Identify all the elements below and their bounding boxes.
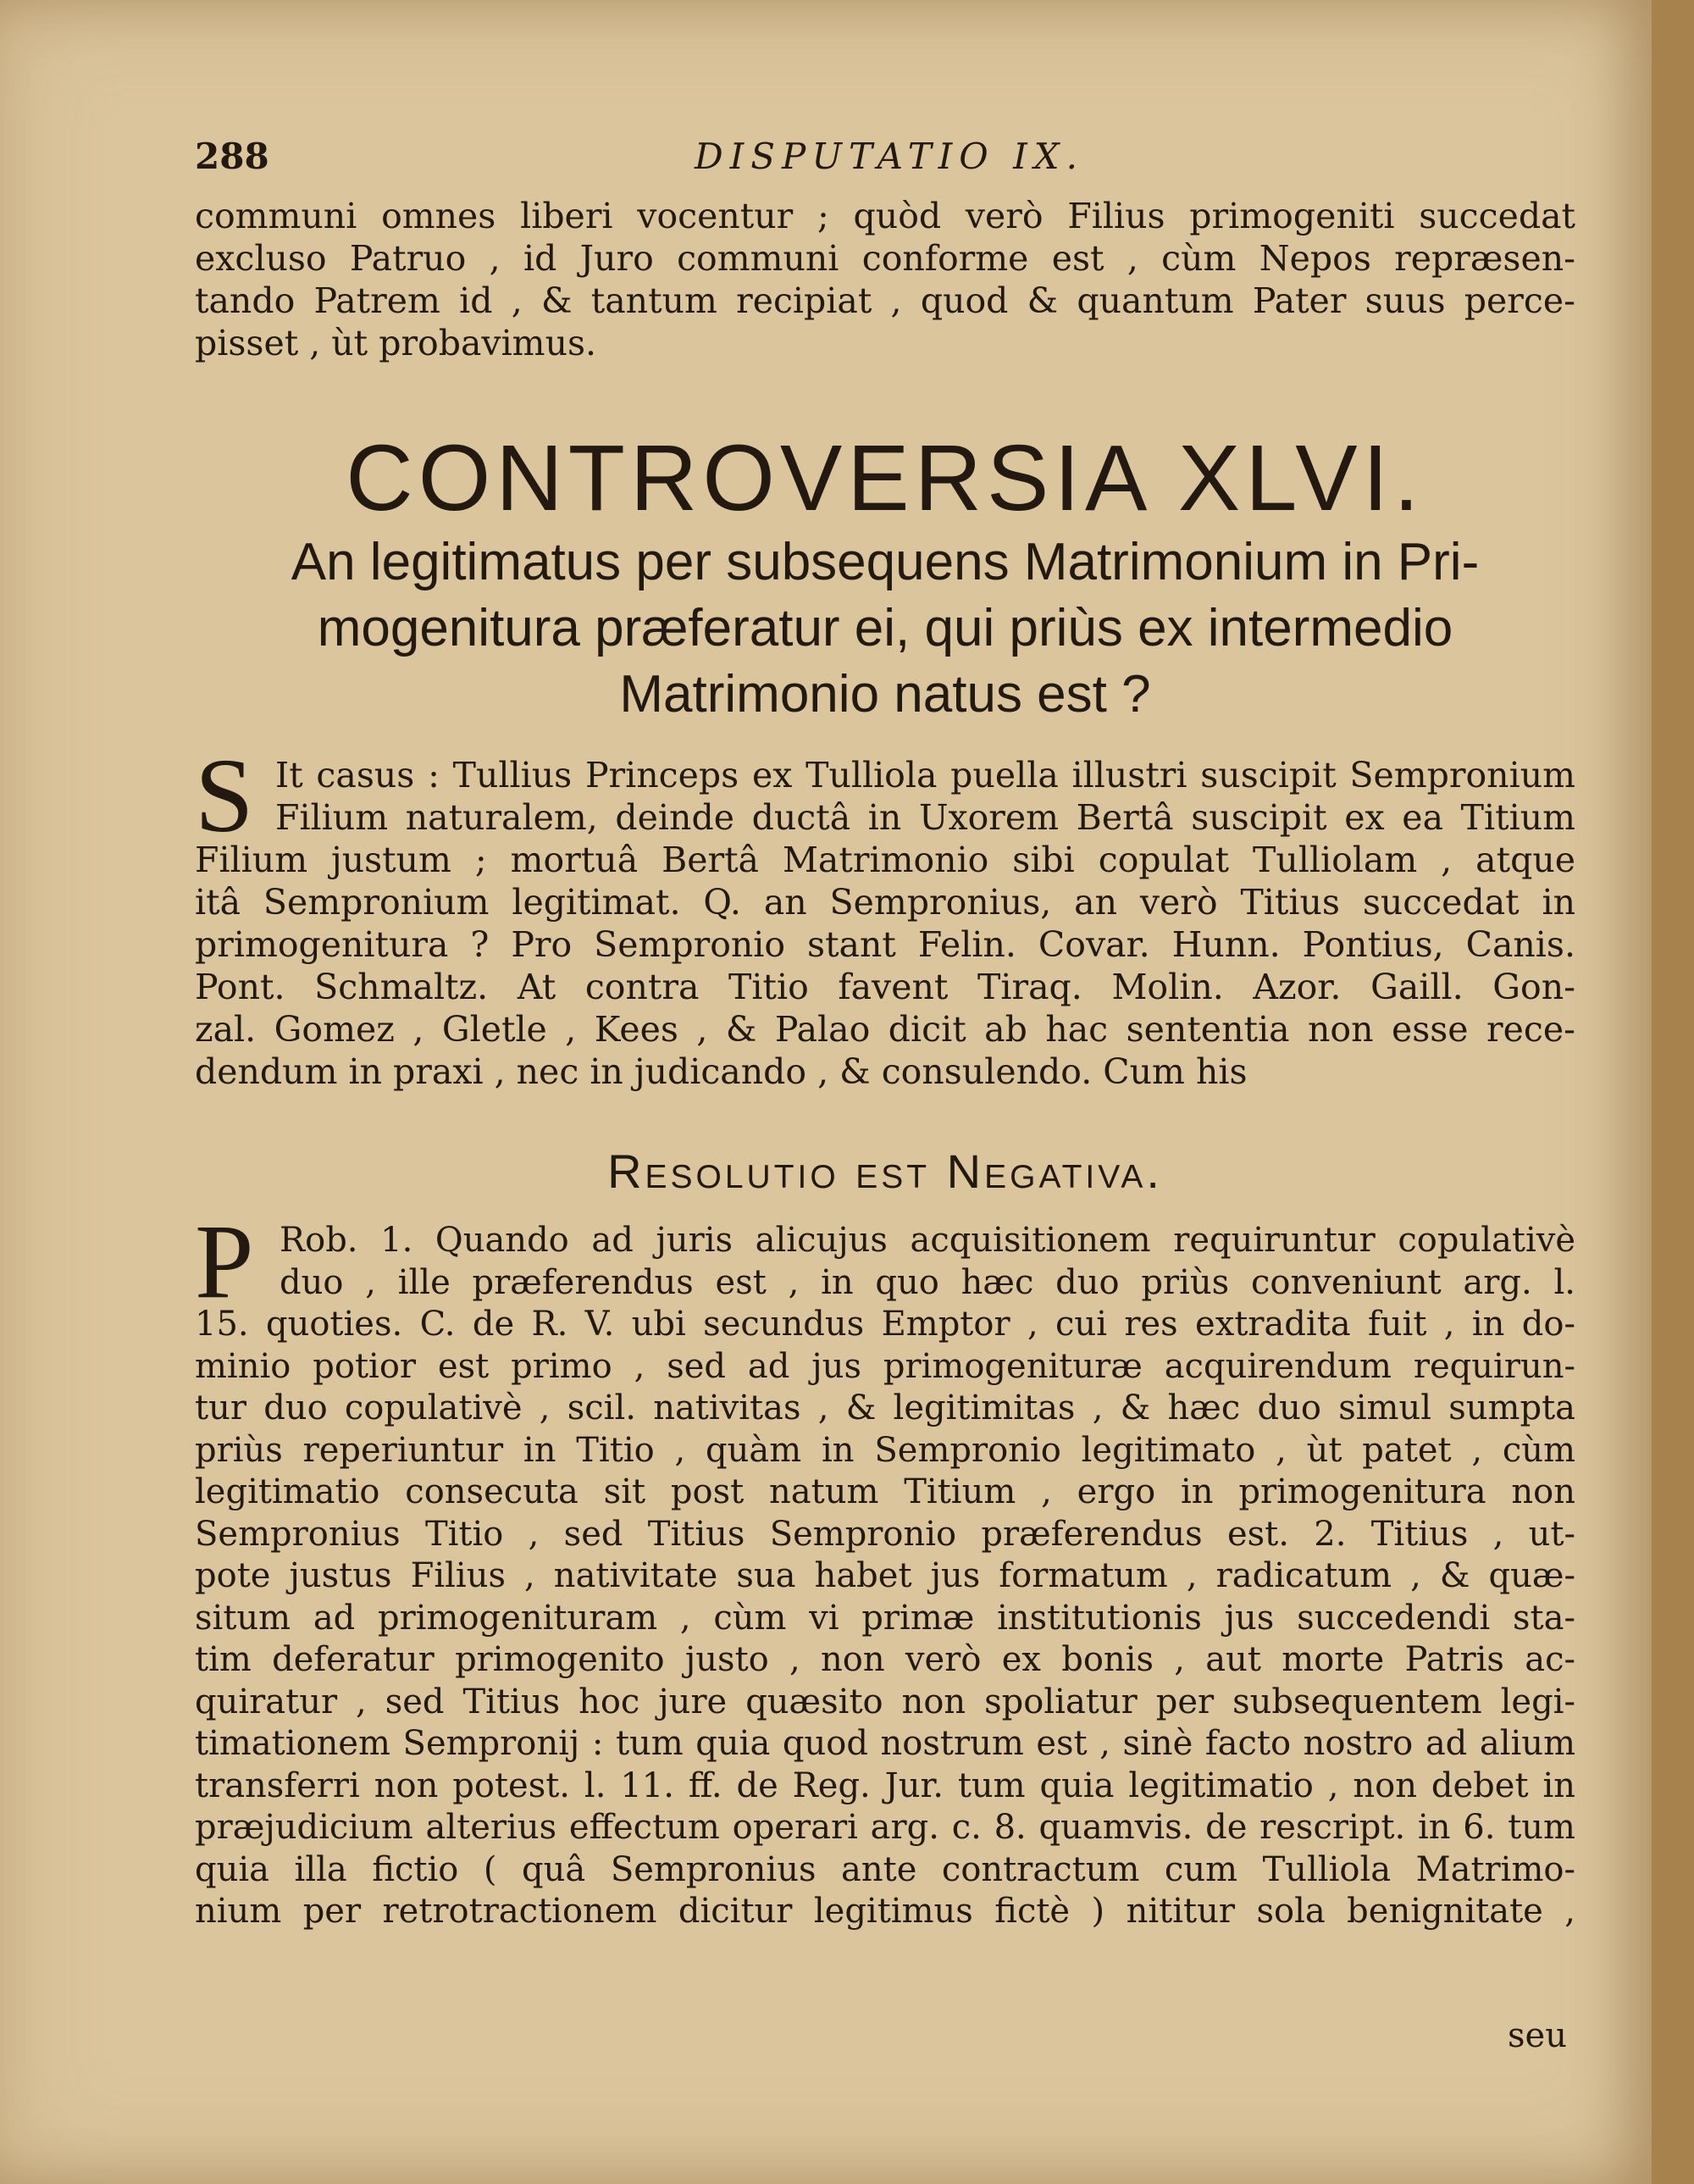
text-line: 15. quoties. C. de R. V. ubi secundus Emptor , cui res extradita fuit , in do- xyxy=(195,1305,1575,1344)
text-line: itâ Sempronium legitimat. Q. an Sempronius, an verò Titius succedat in xyxy=(195,882,1575,923)
text-line: quia illa fictio ( quâ Sempronius ante contractum cum Tulliola Matrimo- xyxy=(195,1849,1575,1889)
page-number: 288 xyxy=(195,136,269,177)
proof-paragraph xyxy=(195,1204,1575,1933)
drop-cap-s: S xyxy=(195,738,254,855)
text-line: pote justus Filius , nativitate sua habet jus formatum , radicatum , & quæ- xyxy=(195,1556,1575,1595)
controversy-question xyxy=(195,529,1575,728)
text-line: tando Patrem id , & tantum recipiat , quod & quantum Pater suus perce- xyxy=(195,280,1575,321)
text-line: minio potior est primo , sed ad jus primogenituræ acquirendum requirun- xyxy=(195,1346,1575,1386)
text-line: It casus : Tullius Princeps ex Tulliola puella illustri suscipit Sempronium xyxy=(275,755,1575,795)
text-line: transferri non potest. l. 11. ff. de Reg. Jur. tum quia legitimatio , non debet in xyxy=(195,1765,1575,1805)
text-line: Filium justum ; mortuâ Bertâ Matrimonio sibi copulat Tulliolam , atque xyxy=(195,840,1575,880)
text-line: primogenitura ? Pro Sempronio stant Felin. Covar. Hunn. Pontius, Canis. xyxy=(195,924,1575,965)
question-line: An legitimatus per subsequens Matrimonium in Pri- xyxy=(291,533,1480,591)
case-paragraph xyxy=(195,738,1575,1093)
question-line: mogenitura præferatur ei, qui priùs ex intermedio xyxy=(317,599,1453,657)
text-line: zal. Gomez , Gletle , Kees , & Palao dicit ab hac sententia non esse rece- xyxy=(195,1009,1575,1050)
text-line: duo , ille præferendus est , in quo hæc duo priùs conveniunt arg. l. xyxy=(280,1262,1575,1302)
text-line: Sempronius Titio , sed Titius Sempronio præferendus est. 2. Titius , ut- xyxy=(195,1514,1575,1554)
question-line: Matrimonio natus est ? xyxy=(619,665,1151,723)
text-line: Pont. Schmaltz. At contra Titio favent Tiraq. Molin. Azor. Gaill. Gon- xyxy=(195,967,1575,1007)
drop-cap-p: P xyxy=(195,1204,254,1321)
intro-paragraph xyxy=(195,195,1575,364)
text-line: priùs reperiuntur in Titio , quàm in Sempronio legitimato , ùt patet , cùm xyxy=(195,1430,1575,1470)
resolution-heading: Resolutio est Negativa. xyxy=(607,1145,1163,1198)
binding-gutter xyxy=(1652,0,1694,2184)
text-line: quiratur , sed Titius hoc jure quæsito non spoliatur per subsequentem legi- xyxy=(195,1682,1575,1721)
text-line: communi omnes liberi vocentur ; quòd verò Filius primogeniti succedat xyxy=(195,196,1575,236)
text-line: tim deferatur primogenito justo , non verò ex bonis , aut morte Patris ac- xyxy=(195,1640,1575,1679)
text-line: dendum in praxi , nec in judicando , & consulendo. Cum his xyxy=(195,1051,1248,1092)
text-line: legitimatio consecuta sit post natum Titium , ergo in primogenitura non xyxy=(195,1472,1575,1511)
running-head: DISPUTATIO IX. xyxy=(695,136,1084,177)
page-header xyxy=(195,136,1575,186)
controversy-title: CONTROVERSIA XLVI. xyxy=(346,426,1425,530)
text-line: tur duo copulativè , scil. nativitas , & legitimitas , & hæc duo simul sumpta xyxy=(195,1389,1575,1427)
text-line: Rob. 1. Quando ad juris alicujus acquisitionem requiruntur copulativè xyxy=(280,1221,1575,1260)
text-line: situm ad primogenituram , cùm vi primæ institutionis jus succedendi sta- xyxy=(195,1598,1575,1638)
text-line: excluso Patruo , id Juro communi conforme est , cùm Nepos repræsen- xyxy=(195,238,1575,279)
text-line: nium per retrotractionem dicitur legitimus fictè ) nititur sola benignitate , xyxy=(195,1892,1575,1931)
catchword: seu xyxy=(1508,2016,1567,2055)
text-line: Filium naturalem, deinde ductâ in Uxorem Bertâ suscipit ex ea Titium xyxy=(275,797,1575,838)
text-line: præjudicium alterius effectum operari arg. c. 8. quamvis. de rescript. in 6. tum xyxy=(195,1808,1575,1847)
text-line: timationem Sempronij : tum quia quod nostrum est , sinè facto nostro ad alium xyxy=(195,1724,1575,1763)
text-line: pisset , ùt probavimus. xyxy=(195,323,597,363)
